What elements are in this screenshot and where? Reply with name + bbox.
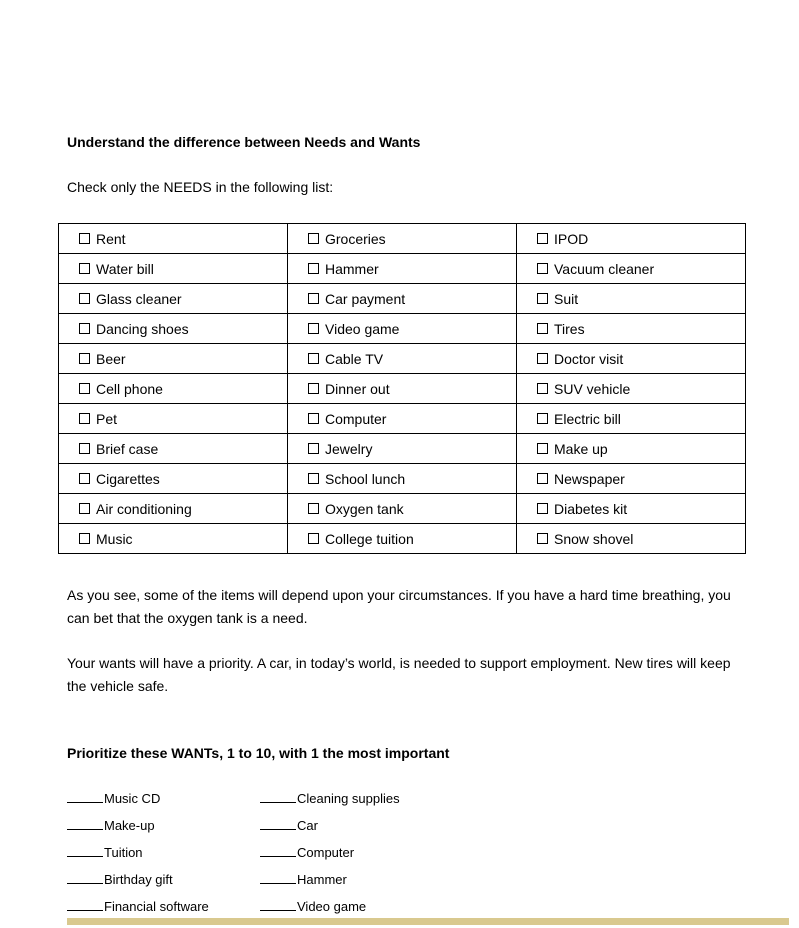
checkbox-icon[interactable]	[79, 473, 90, 484]
want-label: Financial software	[104, 899, 209, 914]
item-label: Beer	[96, 350, 126, 367]
item-label: Dancing shoes	[96, 320, 189, 337]
table-row	[59, 284, 746, 314]
table-cell	[59, 464, 288, 494]
item-label: Suit	[554, 290, 579, 307]
item-label: Computer	[325, 410, 387, 427]
table-cell	[288, 464, 517, 494]
table-row	[59, 524, 746, 554]
item-label: Vacuum cleaner	[554, 260, 655, 277]
item-label: IPOD	[554, 230, 589, 247]
table-cell	[288, 224, 517, 254]
paragraph-priority: Your wants will have a priority. A car, in today’s world, is needed to support employment. New tires will keep the vehicle safe.	[67, 655, 731, 694]
table-cell	[517, 404, 746, 434]
list-item	[67, 844, 143, 860]
table-cell	[59, 344, 288, 374]
rank-blank[interactable]	[67, 844, 103, 857]
want-label: Cleaning supplies	[297, 791, 400, 806]
list-item	[67, 871, 173, 887]
checkbox-icon[interactable]	[79, 413, 90, 424]
rank-blank[interactable]	[260, 844, 296, 857]
table-cell	[517, 254, 746, 284]
checkbox-icon[interactable]	[537, 293, 548, 304]
table-row	[59, 314, 746, 344]
want-label: Make-up	[104, 818, 155, 833]
checkbox-icon[interactable]	[79, 263, 90, 274]
list-item	[260, 898, 366, 914]
table-row	[59, 374, 746, 404]
item-label: Rent	[96, 230, 126, 247]
needs-table	[58, 223, 746, 554]
item-label: Hammer	[325, 260, 379, 277]
checkbox-icon[interactable]	[308, 263, 319, 274]
checkbox-icon[interactable]	[308, 383, 319, 394]
table-row	[59, 254, 746, 284]
item-label: Groceries	[325, 230, 386, 247]
checkbox-icon[interactable]	[308, 233, 319, 244]
checkbox-icon[interactable]	[79, 293, 90, 304]
rank-blank[interactable]	[260, 790, 296, 803]
table-cell	[59, 314, 288, 344]
want-label: Computer	[297, 845, 355, 860]
list-item	[260, 844, 354, 860]
item-label: Water bill	[96, 260, 154, 277]
item-label: College tuition	[325, 530, 414, 547]
rank-blank[interactable]	[67, 790, 103, 803]
table-cell	[59, 434, 288, 464]
table-row	[59, 434, 746, 464]
table-cell	[59, 404, 288, 434]
table-cell	[288, 284, 517, 314]
checkbox-icon[interactable]	[537, 413, 548, 424]
item-label: Tires	[554, 320, 585, 337]
table-cell	[517, 284, 746, 314]
table-cell	[288, 254, 517, 284]
table-cell	[517, 434, 746, 464]
table-cell	[288, 524, 517, 554]
checkbox-icon[interactable]	[537, 233, 548, 244]
section-heading: Understand the difference between Needs and Wants	[67, 134, 421, 150]
rank-blank[interactable]	[260, 898, 296, 911]
table-cell	[517, 494, 746, 524]
want-label: Music CD	[104, 791, 161, 806]
table-row	[59, 344, 746, 374]
want-label: Tuition	[104, 845, 143, 860]
checkbox-icon[interactable]	[537, 353, 548, 364]
table-cell	[517, 314, 746, 344]
table-cell	[59, 494, 288, 524]
checkbox-icon[interactable]	[79, 323, 90, 334]
list-item	[260, 790, 400, 806]
paragraph-circumstances: As you see, some of the items will depend upon your circumstances. If you have a hard time breathing, you can bet that the oxygen tank is a need.	[67, 587, 731, 626]
instruction-text: Check only the NEEDS in the following list:	[67, 179, 334, 195]
table-cell	[59, 284, 288, 314]
checkbox-icon[interactable]	[537, 323, 548, 334]
list-item	[260, 871, 347, 887]
table-cell	[59, 224, 288, 254]
checkbox-icon[interactable]	[79, 503, 90, 514]
rank-blank[interactable]	[260, 871, 296, 884]
item-label: Air conditioning	[96, 500, 192, 517]
table-cell	[517, 224, 746, 254]
table-row	[59, 224, 746, 254]
item-label: Oxygen tank	[325, 500, 404, 517]
checkbox-icon[interactable]	[308, 413, 319, 424]
item-label: Car payment	[325, 290, 406, 307]
table-row	[59, 464, 746, 494]
checkbox-icon[interactable]	[537, 503, 548, 514]
table-cell	[517, 464, 746, 494]
checkbox-icon[interactable]	[308, 533, 319, 544]
table-cell	[288, 434, 517, 464]
item-label: School lunch	[325, 470, 406, 487]
checkbox-icon[interactable]	[537, 443, 548, 454]
item-label: Pet	[96, 410, 118, 427]
list-item	[67, 898, 209, 914]
item-label: Video game	[325, 320, 400, 337]
item-label: Jewelry	[325, 440, 373, 457]
item-label: Cable TV	[325, 350, 384, 367]
rank-blank[interactable]	[67, 898, 103, 911]
item-label: Music	[96, 530, 133, 547]
checkbox-icon[interactable]	[537, 383, 548, 394]
item-label: Cell phone	[96, 380, 163, 397]
list-item	[67, 790, 160, 806]
item-label: SUV vehicle	[554, 380, 631, 397]
table-cell	[517, 524, 746, 554]
item-label: Dinner out	[325, 380, 390, 397]
table-cell	[288, 404, 517, 434]
want-label: Hammer	[297, 872, 347, 887]
checkbox-icon[interactable]	[537, 473, 548, 484]
item-label: Doctor visit	[554, 350, 624, 367]
item-label: Snow shovel	[554, 530, 634, 547]
want-label: Video game	[297, 899, 367, 914]
rank-blank[interactable]	[260, 817, 296, 830]
footer-bar	[67, 918, 789, 925]
list-item	[260, 817, 318, 833]
checkbox-icon[interactable]	[79, 353, 90, 364]
table-cell	[288, 494, 517, 524]
checkbox-icon[interactable]	[308, 353, 319, 364]
checkbox-icon[interactable]	[308, 473, 319, 484]
item-label: Make up	[554, 440, 608, 457]
table-cell	[59, 374, 288, 404]
item-label: Diabetes kit	[554, 500, 628, 517]
table-cell	[288, 314, 517, 344]
table-row	[59, 404, 746, 434]
table-cell	[288, 374, 517, 404]
item-label: Newspaper	[554, 470, 625, 487]
want-label: Birthday gift	[104, 872, 173, 887]
checkbox-icon[interactable]	[308, 323, 319, 334]
table-cell	[517, 344, 746, 374]
checkbox-icon[interactable]	[308, 503, 319, 514]
checkbox-icon[interactable]	[79, 383, 90, 394]
want-label: Car	[297, 818, 318, 833]
checkbox-icon[interactable]	[79, 233, 90, 244]
prioritize-heading: Prioritize these WANTs, 1 to 10, with 1 the most important	[67, 745, 450, 761]
checkbox-icon[interactable]	[79, 533, 90, 544]
checkbox-icon[interactable]	[308, 293, 319, 304]
table-row	[59, 494, 746, 524]
checkbox-icon[interactable]	[537, 263, 548, 274]
item-label: Glass cleaner	[96, 290, 182, 307]
table-cell	[517, 374, 746, 404]
table-cell	[59, 254, 288, 284]
item-label: Brief case	[96, 440, 159, 457]
rank-blank[interactable]	[67, 871, 103, 884]
list-item	[67, 817, 155, 833]
table-cell	[59, 524, 288, 554]
item-label: Electric bill	[554, 410, 621, 427]
checkbox-icon[interactable]	[537, 533, 548, 544]
checkbox-icon[interactable]	[308, 443, 319, 454]
rank-blank[interactable]	[67, 817, 103, 830]
item-label: Cigarettes	[96, 470, 160, 487]
table-cell	[288, 344, 517, 374]
checkbox-icon[interactable]	[79, 443, 90, 454]
